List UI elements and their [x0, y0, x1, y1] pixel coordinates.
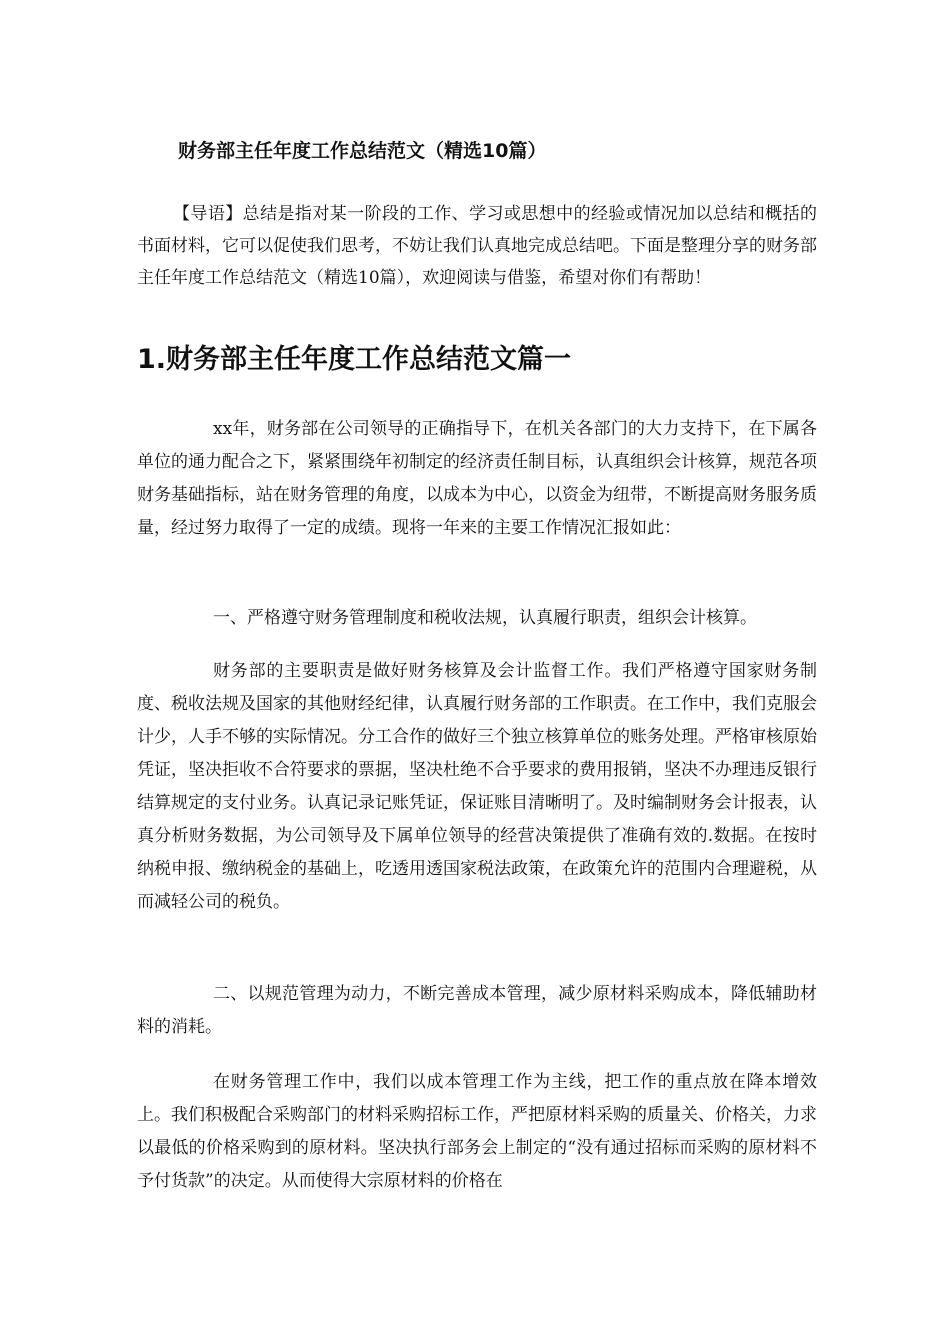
body-paragraph: 一、严格遵守财务管理制度和税收法规，认真履行职责，组织会计核算。 [213, 608, 757, 628]
section-heading: 1.财务部主任年度工作总结范文篇一 [137, 344, 572, 375]
intro-paragraph: 【导语】总结是指对某一阶段的工作、学习或思想中的经验或情况加以总结和概括的书面材料，它可以促使我们思考，不妨让我们认真地完成总结吧。下面是整理分享的财务部主任年度工作总结范文（精选10篇），欢迎阅读与借鉴，希望对你们有帮助！ [137, 204, 817, 288]
document-title: 财务部主任年度工作总结范文（精选10篇） [178, 140, 547, 162]
body-paragraph: 财务部的主要职责是做好财务核算及会计监督工作。我们严格遵守国家财务制度、税收法规及国家的其他财经纪律，认真履行财务部的工作职责。在工作中，我们克服会计少，人手不够的实际情况。分工合作的做好三个独立核算单位的账务处理。严格审核原始凭证，坚决拒收不合符要求的票据，坚决杜绝不合乎要求的费用报销，坚决不办理违反银行结算规定的支付业务。认真记录记账凭证，保证账目清晰明了。及时编制财务会计报表，认真分析财务数据，为公司领导及下属单位领导的经营决策提供了准确有效的.数据。在按时纳税申报、缴纳税金的基础上，吃透用透国家税法政策，在政策允许的范围内合理避税，从而减轻公司的税负。 [137, 661, 817, 912]
body-paragraph: 在财务管理工作中，我们以成本管理工作为主线，把工作的重点放在降本增效上。我们积极配合采购部门的材料采购招标工作，严把原材料采购的质量关、价格关，力求以最低的价格采购到的原材料。坚决执行部务会上制定的“没有通过招标而采购的原材料不予付货款”的决定。从而使得大宗原材料的价格在 [137, 1072, 817, 1191]
body-paragraph: xx年，财务部在公司领导的正确指导下，在机关各部门的大力支持下，在下属各单位的通力配合之下，紧紧围绕年初制定的经济责任制目标，认真组织会计核算，规范各项财务基础指标，站在财务管理的角度，以成本为中心，以资金为纽带，不断提高财务服务质量，经过努力取得了一定的成绩。现将一年来的主要工作情况汇报如此： [137, 419, 817, 538]
body-paragraph: 二、以规范管理为动力，不断完善成本管理，减少原材料采购成本，降低辅助材料的消耗。 [137, 984, 817, 1037]
